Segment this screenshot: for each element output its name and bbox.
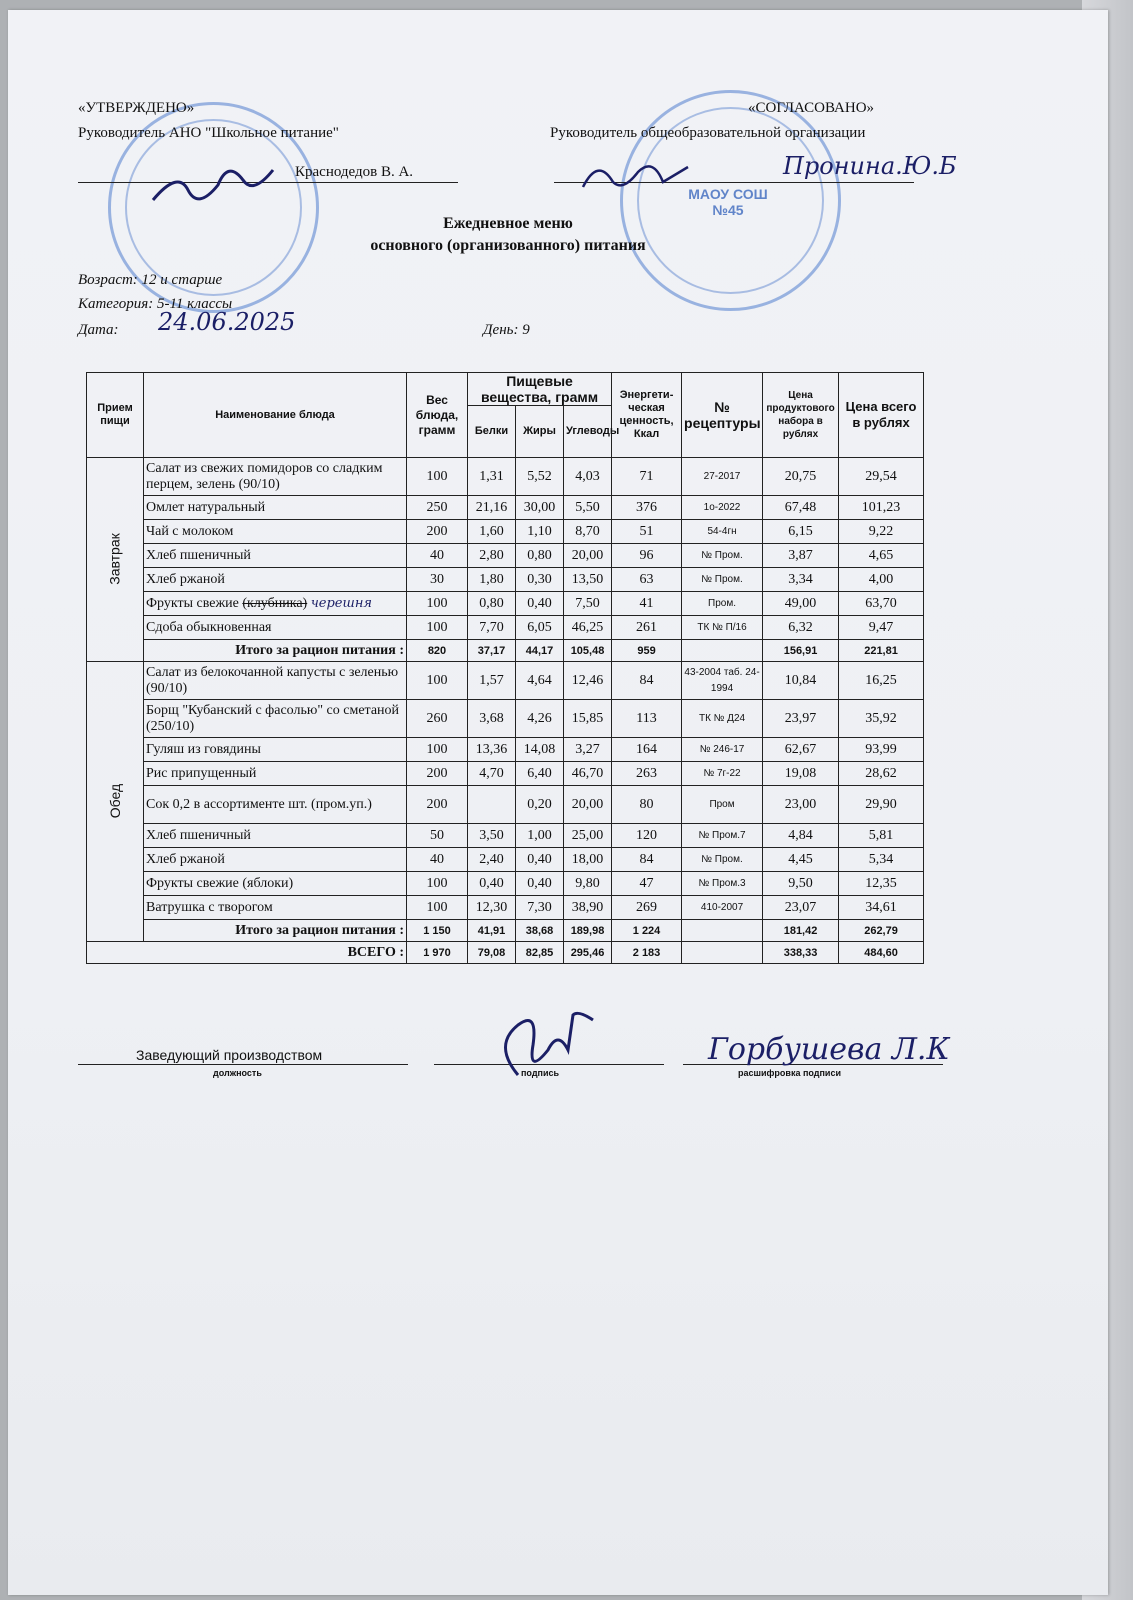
cell: 41	[612, 592, 682, 616]
struck-text: (клубника)	[242, 595, 308, 611]
cell: 100	[407, 738, 468, 762]
handwritten-correction: черешня	[310, 595, 372, 611]
cell: 221,81	[839, 640, 924, 662]
cell: 1,60	[468, 520, 516, 544]
cell: 30,00	[516, 496, 564, 520]
cell: 82,85	[516, 942, 564, 964]
cell: 9,22	[839, 520, 924, 544]
cell: 100	[407, 662, 468, 700]
cell	[682, 640, 763, 662]
cell: 4,64	[516, 662, 564, 700]
cell: 156,91	[763, 640, 839, 662]
meal-label: Завтрак	[87, 458, 144, 662]
cell: 0,40	[516, 872, 564, 896]
cell: 338,33	[763, 942, 839, 964]
cell: 16,25	[839, 662, 924, 700]
cell: 4,70	[468, 762, 516, 786]
cell: 7,70	[468, 616, 516, 640]
cell: 200	[407, 762, 468, 786]
cell: 1 150	[407, 920, 468, 942]
cell: 269	[612, 896, 682, 920]
cell	[468, 786, 516, 824]
cell: 261	[612, 616, 682, 640]
cell: ТК № П/16	[682, 616, 763, 640]
cell: 93,99	[839, 738, 924, 762]
col-price-set: Цена продуктового набора в рублях	[763, 373, 839, 458]
cell: 46,70	[564, 762, 612, 786]
col-price-total: Цена всего в рублях	[839, 373, 924, 458]
cell: 7,50	[564, 592, 612, 616]
cell: 0,30	[516, 568, 564, 592]
cell: 40	[407, 544, 468, 568]
cell: 1,80	[468, 568, 516, 592]
cell: 5,52	[516, 458, 564, 496]
cell: 44,17	[516, 640, 564, 662]
cell: 295,46	[564, 942, 612, 964]
cell: 6,05	[516, 616, 564, 640]
cell: 4,00	[839, 568, 924, 592]
cell: 34,61	[839, 896, 924, 920]
day-label: День: 9	[483, 322, 530, 338]
col-meal: Прием пищи	[87, 373, 144, 458]
document-page	[8, 10, 1108, 1595]
cell: 1,00	[516, 824, 564, 848]
cell: 1 224	[612, 920, 682, 942]
cell: 20,00	[564, 544, 612, 568]
cell: 15,85	[564, 700, 612, 738]
cell: ТК № Д24	[682, 700, 763, 738]
cell: 80	[612, 786, 682, 824]
cell: № 246-17	[682, 738, 763, 762]
approved-name: Краснодедов В. А.	[295, 164, 414, 180]
cell: 959	[612, 640, 682, 662]
cell: 113	[612, 700, 682, 738]
col-nutrients: Пищевые вещества, грамм	[468, 373, 612, 406]
dish-name: Фрукты свежие (клубника) черешня	[144, 592, 407, 616]
col-proteins: Белки	[468, 406, 516, 458]
menu-table	[86, 372, 924, 964]
cell: 38,90	[564, 896, 612, 920]
cell: 2 183	[612, 942, 682, 964]
cell: 30	[407, 568, 468, 592]
agreed-signature: Пронина.Ю.Б	[783, 152, 957, 180]
cell: 1,31	[468, 458, 516, 496]
cell: № Пром.	[682, 544, 763, 568]
cell: 41,91	[468, 920, 516, 942]
table-row	[87, 592, 924, 616]
footer-position: Заведующий производством	[136, 1047, 323, 1063]
dish-name: Салат из белокочанной капусты с зеленью (90/10)	[144, 662, 407, 700]
cell: 1,10	[516, 520, 564, 544]
cell: 181,42	[763, 920, 839, 942]
dish-name: Ватрушка с творогом	[144, 896, 407, 920]
table-row	[87, 662, 924, 700]
cell: 29,54	[839, 458, 924, 496]
cell: 100	[407, 592, 468, 616]
lunch-total-row	[87, 920, 924, 942]
cell: 4,84	[763, 824, 839, 848]
table-row	[87, 458, 924, 496]
cell: 7,30	[516, 896, 564, 920]
page-subtitle: основного (организованного) питания	[370, 237, 646, 254]
cell: 100	[407, 616, 468, 640]
caption-decode: расшифровка подписи	[738, 1068, 841, 1078]
cell: 12,46	[564, 662, 612, 700]
cell: 43-2004 таб. 24-1994	[682, 662, 763, 700]
total-label: Итого за рацион питания :	[144, 920, 407, 942]
cell: 40	[407, 848, 468, 872]
cell: 200	[407, 786, 468, 824]
meal-label: Обед	[87, 662, 144, 942]
grand-total-label: ВСЕГО :	[87, 942, 407, 964]
cell: 189,98	[564, 920, 612, 942]
cell: 0,80	[516, 544, 564, 568]
cell: 25,00	[564, 824, 612, 848]
cell: 9,50	[763, 872, 839, 896]
dish-name: Сок 0,2 в ассортименте шт. (пром.уп.)	[144, 786, 407, 824]
dish-name: Борщ "Кубанский с фасолью" со сметаной (250/10)	[144, 700, 407, 738]
table-row	[87, 700, 924, 738]
dish-name: Хлеб ржаной	[144, 568, 407, 592]
cell: 4,03	[564, 458, 612, 496]
cell: 9,80	[564, 872, 612, 896]
cell: 250	[407, 496, 468, 520]
dish-name: Омлет натуральный	[144, 496, 407, 520]
cell: 62,67	[763, 738, 839, 762]
cell: 6,40	[516, 762, 564, 786]
cell: 4,45	[763, 848, 839, 872]
cell: 3,87	[763, 544, 839, 568]
cell: 49,00	[763, 592, 839, 616]
cell: 50	[407, 824, 468, 848]
cell: 63	[612, 568, 682, 592]
cell: 6,15	[763, 520, 839, 544]
cell: 29,90	[839, 786, 924, 824]
dish-name: Хлеб пшеничный	[144, 544, 407, 568]
cell	[682, 920, 763, 942]
table-row	[87, 762, 924, 786]
table-row	[87, 568, 924, 592]
cell: 3,34	[763, 568, 839, 592]
table-row	[87, 520, 924, 544]
cell	[682, 942, 763, 964]
cell: 410-2007	[682, 896, 763, 920]
cell: 105,48	[564, 640, 612, 662]
cell: 1 970	[407, 942, 468, 964]
cell: Пром.	[682, 592, 763, 616]
dish-name: Салат из свежих помидоров со сладким перцем, зелень (90/10)	[144, 458, 407, 496]
cell: 0,80	[468, 592, 516, 616]
cell: 0,40	[516, 592, 564, 616]
cell: 23,07	[763, 896, 839, 920]
approved-position: Руководитель АНО "Школьное питание"	[78, 125, 339, 141]
caption-signature: подпись	[521, 1068, 560, 1078]
approved-label: «УТВЕРЖДЕНО»	[78, 100, 195, 116]
cell: 3,50	[468, 824, 516, 848]
dish-name: Фрукты свежие (яблоки)	[144, 872, 407, 896]
table-row	[87, 616, 924, 640]
cell: 27-2017	[682, 458, 763, 496]
cell: 38,68	[516, 920, 564, 942]
footer-signature	[488, 1005, 598, 1085]
table-row	[87, 544, 924, 568]
cell: 100	[407, 872, 468, 896]
cell: 3,68	[468, 700, 516, 738]
dish-name: Гуляш из говядины	[144, 738, 407, 762]
cell: 63,70	[839, 592, 924, 616]
cell: № Пром.7	[682, 824, 763, 848]
total-label: Итого за рацион питания :	[144, 640, 407, 662]
cell: № 7г-22	[682, 762, 763, 786]
cell: 79,08	[468, 942, 516, 964]
cell: 84	[612, 662, 682, 700]
cell: 20,00	[564, 786, 612, 824]
cell: 21,16	[468, 496, 516, 520]
cell: 484,60	[839, 942, 924, 964]
cell: 71	[612, 458, 682, 496]
cell: 101,23	[839, 496, 924, 520]
col-fats: Жиры	[516, 406, 564, 458]
cell: 9,47	[839, 616, 924, 640]
approved-signature	[148, 150, 278, 210]
cell: 0,40	[516, 848, 564, 872]
table-row	[87, 786, 924, 824]
cell: 120	[612, 824, 682, 848]
cell: 3,27	[564, 738, 612, 762]
agreed-signature-scribble	[578, 152, 698, 197]
cell: 4,26	[516, 700, 564, 738]
dish-name: Хлеб пшеничный	[144, 824, 407, 848]
cell: 13,36	[468, 738, 516, 762]
agreed-label: «СОГЛАСОВАНО»	[748, 100, 875, 116]
cell: № Пром.3	[682, 872, 763, 896]
cell: № Пром.	[682, 848, 763, 872]
dish-name: Рис припущенный	[144, 762, 407, 786]
table-row	[87, 872, 924, 896]
cell: 376	[612, 496, 682, 520]
cell: 164	[612, 738, 682, 762]
footer-line-position	[78, 1064, 408, 1065]
cell: 200	[407, 520, 468, 544]
cell: 1,57	[468, 662, 516, 700]
table-row	[87, 738, 924, 762]
grand-total-row	[87, 942, 924, 964]
age-label: Возраст: 12 и старше	[78, 272, 223, 288]
cell: 23,00	[763, 786, 839, 824]
cell: 54-4гн	[682, 520, 763, 544]
col-recipe: № рецептуры	[682, 373, 763, 458]
cell: 10,84	[763, 662, 839, 700]
cell: 67,48	[763, 496, 839, 520]
col-carbs: Углеводы	[564, 406, 612, 458]
table-row	[87, 848, 924, 872]
cell: 28,62	[839, 762, 924, 786]
dish-name: Хлеб ржаной	[144, 848, 407, 872]
cell: 35,92	[839, 700, 924, 738]
page-title: Ежедневное меню	[443, 215, 573, 232]
agreed-position: Руководитель общеобразовательной организации	[550, 125, 866, 141]
cell: 4,65	[839, 544, 924, 568]
cell: 0,20	[516, 786, 564, 824]
cell: 14,08	[516, 738, 564, 762]
date-label: Дата:	[78, 322, 119, 338]
cell: 20,75	[763, 458, 839, 496]
cell: 18,00	[564, 848, 612, 872]
cell: 12,30	[468, 896, 516, 920]
cell: 23,97	[763, 700, 839, 738]
stamp-right-text: МАОУ СОШ №45	[688, 186, 768, 218]
caption-position: должность	[213, 1068, 262, 1078]
cell: 260	[407, 700, 468, 738]
cell: Пром	[682, 786, 763, 824]
col-weight: Вес блюда, грамм	[407, 373, 468, 458]
cell: 0,40	[468, 872, 516, 896]
cell: № Пром.	[682, 568, 763, 592]
cell: 5,34	[839, 848, 924, 872]
col-energy: Энергети-ческая ценность, Ккал	[612, 373, 682, 458]
cell: 820	[407, 640, 468, 662]
cell: 51	[612, 520, 682, 544]
cell: 46,25	[564, 616, 612, 640]
col-dish: Наименование блюда	[144, 373, 407, 458]
cell: 6,32	[763, 616, 839, 640]
cell: 8,70	[564, 520, 612, 544]
cell: 84	[612, 848, 682, 872]
cell: 263	[612, 762, 682, 786]
table-row	[87, 824, 924, 848]
breakfast-total-row	[87, 640, 924, 662]
cell: 13,50	[564, 568, 612, 592]
cell: 2,80	[468, 544, 516, 568]
cell: 5,81	[839, 824, 924, 848]
table-row	[87, 496, 924, 520]
cell: 5,50	[564, 496, 612, 520]
cell: 37,17	[468, 640, 516, 662]
cell: 96	[612, 544, 682, 568]
cell: 100	[407, 458, 468, 496]
cell: 1о-2022	[682, 496, 763, 520]
cell: 47	[612, 872, 682, 896]
footer-decoded-signature: Горбушева Л.К	[708, 1032, 950, 1067]
category-label: Категория: 5-11 классы	[78, 296, 233, 312]
dish-name: Чай с молоком	[144, 520, 407, 544]
date-value: 24.06.2025	[158, 308, 296, 336]
cell: 12,35	[839, 872, 924, 896]
table-row	[87, 896, 924, 920]
cell: 262,79	[839, 920, 924, 942]
cell: 100	[407, 896, 468, 920]
cell: 2,40	[468, 848, 516, 872]
dish-name: Сдоба обыкновенная	[144, 616, 407, 640]
cell: 19,08	[763, 762, 839, 786]
